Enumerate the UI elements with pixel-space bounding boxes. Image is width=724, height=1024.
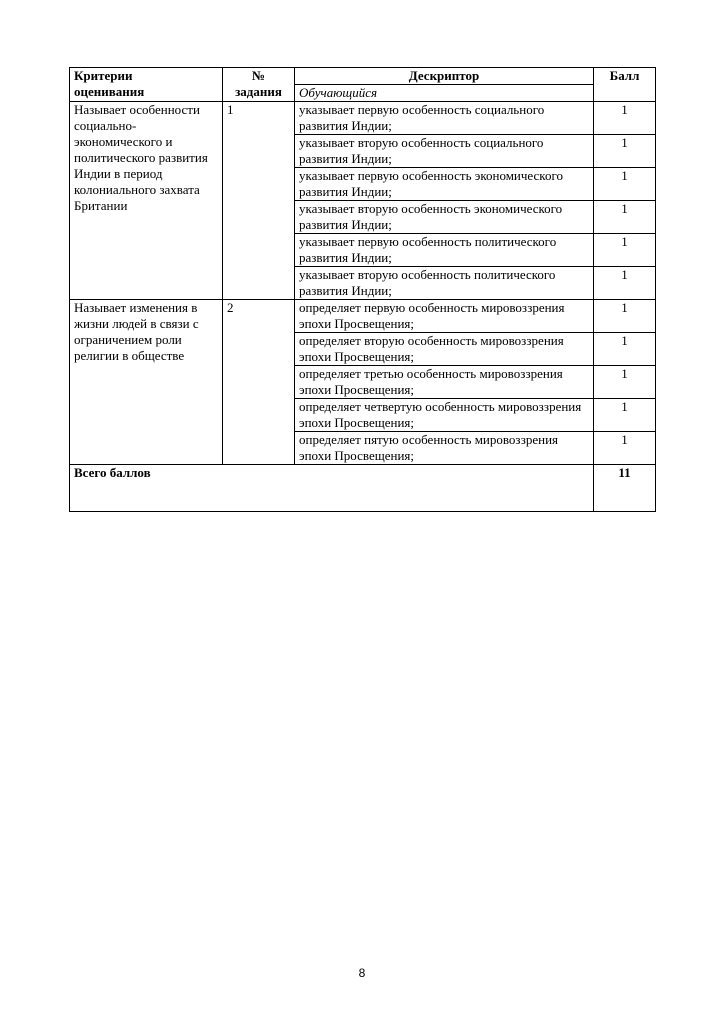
table-row	[70, 102, 656, 135]
table-header-row	[70, 68, 656, 102]
descriptor-cell: указывает первую особенность социального развития Индии;	[295, 102, 594, 135]
task-number-cell: 1	[223, 102, 295, 300]
score-cell: 1	[594, 267, 656, 300]
page-number: 8	[358, 966, 366, 980]
score-cell: 1	[594, 201, 656, 234]
table-row	[70, 300, 656, 333]
score-header: Балл	[594, 68, 656, 102]
descriptor-cell: указывает первую особенность политического развития Индии;	[295, 234, 594, 267]
task-header-line1: №	[251, 68, 266, 83]
descriptor-cell: указывает вторую особенность социального развития Индии;	[295, 135, 594, 168]
task-number-cell: 2	[223, 300, 295, 465]
learner-subheader: Обучающийся	[299, 85, 378, 100]
score-cell: 1	[594, 300, 656, 333]
score-cell: 1	[594, 135, 656, 168]
descriptor-cell: определяет третью особенность мировоззрения эпохи Просвещения;	[295, 366, 594, 399]
descriptor-cell: определяет первую особенность мировоззрения эпохи Просвещения;	[295, 300, 594, 333]
criteria-header	[70, 68, 223, 102]
descriptor-cell: определяет пятую особенность мировоззрения эпохи Просвещения;	[295, 432, 594, 465]
score-cell: 1	[594, 168, 656, 201]
score-cell: 1	[594, 432, 656, 465]
descriptor-header	[295, 68, 594, 102]
total-label: Всего баллов	[70, 465, 594, 512]
descriptor-cell: указывает вторую особенность экономического развития Индии;	[295, 201, 594, 234]
criterion-cell: Называет изменения в жизни людей в связи с ограничением роли религии в обществе	[70, 300, 223, 465]
descriptor-header-title: Дескриптор	[295, 68, 593, 85]
score-cell: 1	[594, 399, 656, 432]
criterion-cell: Называет особенности социально-экономического и политического развития Индии в период колониального захвата Британии	[70, 102, 223, 300]
score-cell: 1	[594, 234, 656, 267]
task-header-line2: задания	[235, 84, 282, 99]
task-number-header	[223, 68, 295, 102]
score-cell: 1	[594, 102, 656, 135]
total-value: 11	[594, 465, 656, 512]
descriptor-cell: определяет четвертую особенность мировоззрения эпохи Просвещения;	[295, 399, 594, 432]
total-row	[70, 465, 656, 512]
descriptor-cell: указывает первую особенность экономического развития Индии;	[295, 168, 594, 201]
descriptor-cell: указывает вторую особенность политического развития Индии;	[295, 267, 594, 300]
score-cell: 1	[594, 366, 656, 399]
criteria-header-line2: оценивания	[74, 84, 145, 99]
descriptor-cell: определяет вторую особенность мировоззрения эпохи Просвещения;	[295, 333, 594, 366]
score-cell: 1	[594, 333, 656, 366]
criteria-header-line1: Критерии	[74, 68, 133, 83]
assessment-rubric-table	[69, 67, 656, 512]
